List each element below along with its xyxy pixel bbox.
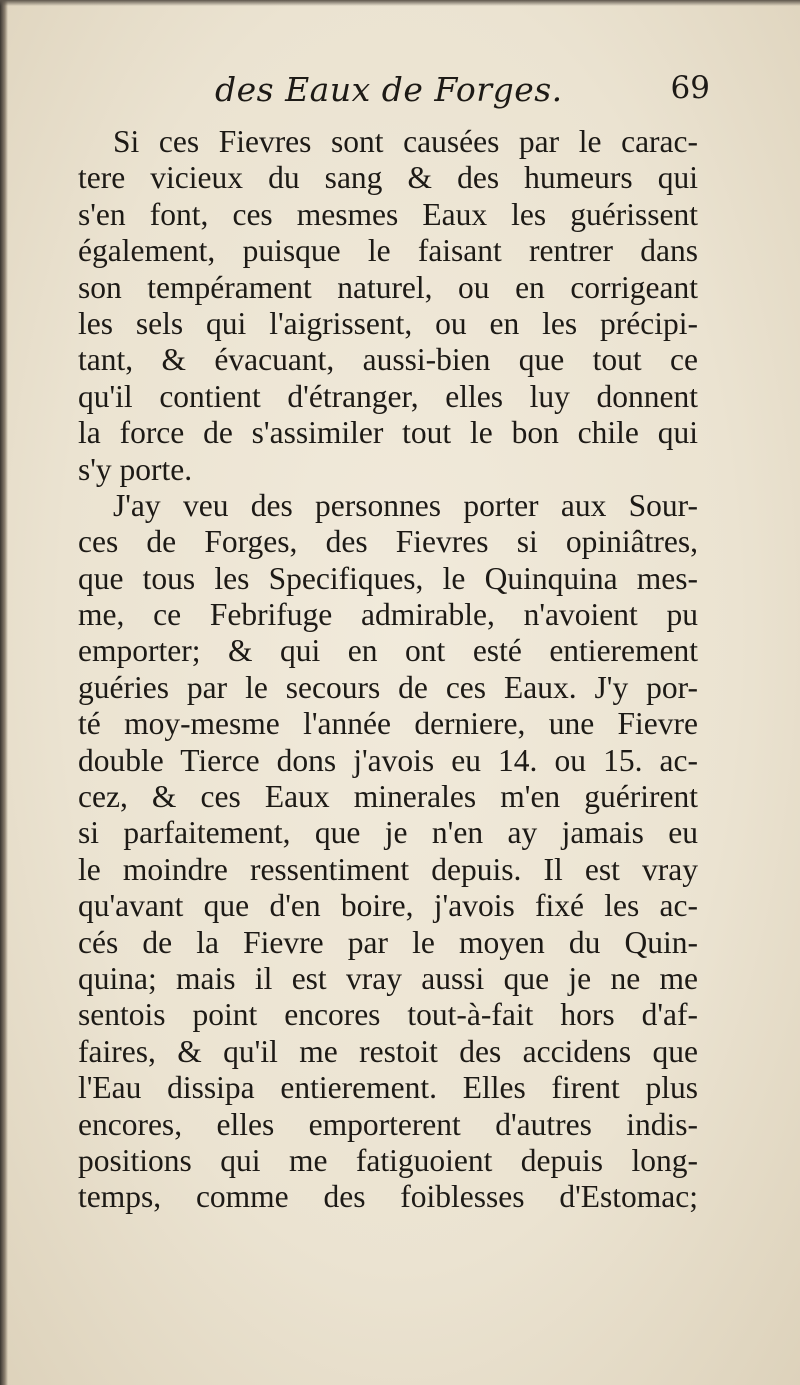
text-line: faires, & qu'il me restoit des accidens que [78, 1033, 698, 1069]
text-line: cez, & ces Eaux minerales m'en guérirent [78, 779, 698, 815]
text-line: J'ay veu des personnes porter aux Sour- [113, 487, 698, 523]
text-line: té moy-mesme l'année derniere, une Fievre [78, 706, 698, 742]
page-edge-shadow [0, 0, 8, 1385]
text-line: si parfaitement, que je n'en ay jamais eu [78, 815, 698, 851]
text-line: les sels qui l'aigrissent, ou en les précipi- [78, 305, 698, 341]
page-number: 69 [670, 70, 710, 106]
text-line: Si ces Fievres sont causées par le carac- [113, 124, 698, 159]
text-line: qu'il contient d'étranger, elles luy donnent [78, 378, 698, 414]
text-line: tere vicieux du sang & des humeurs qui [78, 160, 698, 196]
text-line: s'y porte. [78, 451, 193, 487]
text-line: guéries par le secours de ces Eaux. J'y por- [78, 669, 698, 705]
text-line: également, puisque le faisant rentrer dans [78, 233, 698, 269]
text-line: encores, elles emporterent d'autres indis- [78, 1106, 698, 1142]
text-line: son tempérament naturel, ou en corrigeant [78, 269, 698, 305]
text-line: s'en font, ces mesmes Eaux les guérissent [78, 196, 698, 232]
text-line: double Tierce dons j'avois eu 14. ou 15. ac- [78, 742, 698, 778]
body-text [78, 124, 698, 1216]
text-line: sentois point encores tout-à-fait hors d'af- [78, 997, 698, 1033]
page-top-shadow [0, 0, 800, 6]
text-line: tant, & évacuant, aussi-bien que tout ce [78, 342, 698, 378]
text-line: le moindre ressentiment depuis. Il est vray [78, 851, 698, 887]
text-line: cés de la Fievre par le moyen du Quin- [78, 924, 698, 960]
text-line: ces de Forges, des Fievres si opiniâtres, [78, 524, 698, 560]
running-head [80, 68, 710, 118]
paragraph-1 [78, 124, 698, 488]
text-line: l'Eau dissipa entierement. Elles firent plus [78, 1070, 698, 1106]
text-line: que tous les Specifiques, le Quinquina mes- [78, 560, 698, 596]
text-line: temps, comme des foiblesses d'Estomac; [78, 1179, 698, 1215]
text-line: me, ce Febrifuge admirable, n'avoient pu [78, 597, 698, 633]
text-line: emporter; & qui en ont esté entierement [78, 633, 698, 669]
text-line: qu'avant que d'en boire, j'avois fixé les ac- [78, 888, 698, 924]
text-line: la force de s'assimiler tout le bon chile qui [78, 415, 698, 451]
text-line: quina; mais il est vray aussi que je ne me [78, 960, 698, 996]
text-line: positions qui me fatiguoient depuis long- [78, 1142, 698, 1178]
paragraph-2 [78, 488, 698, 1216]
running-head-title: des Eaux de Forges. [215, 70, 563, 109]
